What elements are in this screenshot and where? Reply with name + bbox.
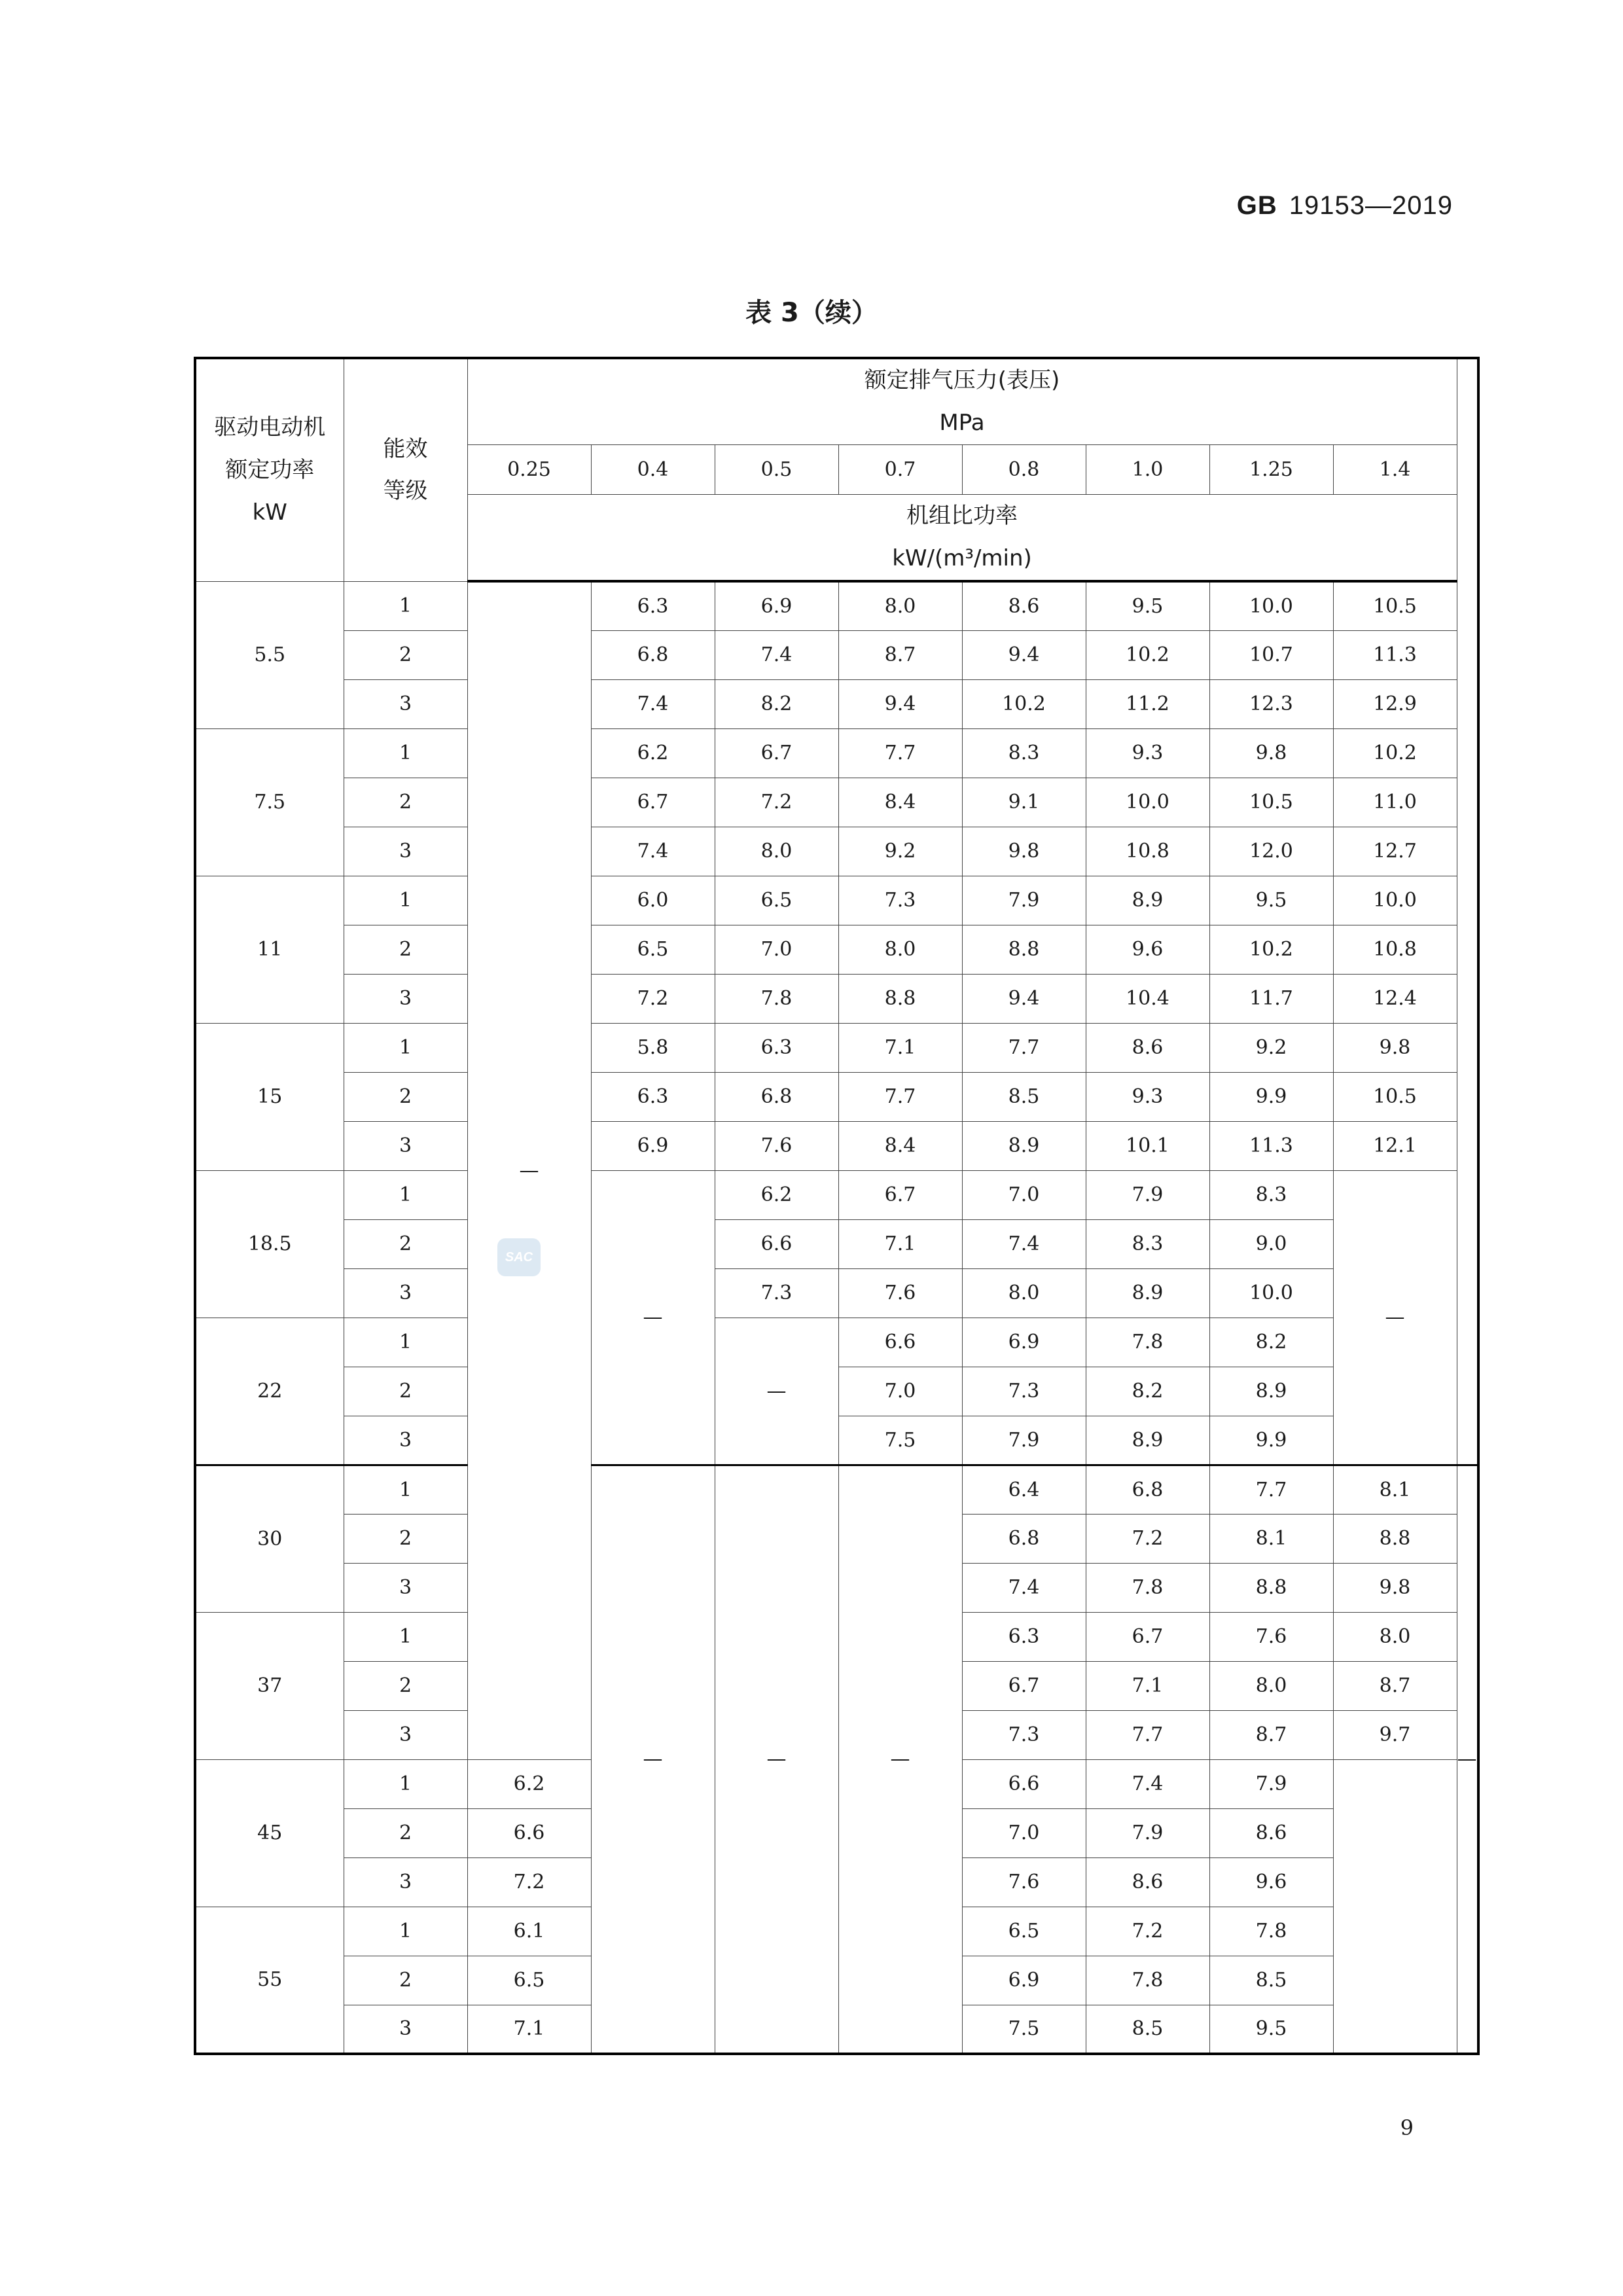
value-cell: 8.0: [962, 1268, 1086, 1318]
value-cell: 7.3: [962, 1710, 1086, 1759]
value-cell: 8.9: [1086, 876, 1209, 925]
value-cell: 8.0: [1209, 1661, 1333, 1710]
value-cell: 10.8: [1086, 827, 1209, 876]
grade-cell: 1: [344, 1465, 467, 1514]
value-cell: 10.1: [1086, 1121, 1209, 1170]
table-row: [195, 925, 1478, 974]
grade-cell: 3: [344, 1710, 467, 1759]
value-cell: 8.0: [838, 925, 962, 974]
value-cell: 7.0: [962, 1808, 1086, 1857]
value-cell: 6.8: [962, 1514, 1086, 1563]
value-cell: 10.0: [1209, 1268, 1333, 1318]
grade-cell: 1: [344, 1907, 467, 1956]
pressure-value: 0.25: [467, 444, 591, 494]
value-cell: 11.7: [1209, 974, 1333, 1023]
value-cell: 11.0: [1333, 778, 1457, 827]
value-cell: 7.5: [962, 2005, 1086, 2054]
value-cell: 9.3: [1086, 1072, 1209, 1121]
value-cell: 9.5: [1209, 2005, 1333, 2054]
value-cell: 8.5: [1086, 2005, 1209, 2054]
grade-cell: 1: [344, 1318, 467, 1367]
motor-power-cell: 15: [195, 1023, 344, 1170]
value-cell: 6.8: [591, 630, 715, 679]
grade-cell: 2: [344, 630, 467, 679]
value-cell: 8.2: [1209, 1318, 1333, 1367]
value-cell: 7.4: [715, 630, 838, 679]
value-cell: 8.8: [962, 925, 1086, 974]
value-cell: 6.2: [715, 1170, 838, 1219]
value-cell: 6.4: [962, 1465, 1086, 1514]
value-cell: 8.0: [838, 581, 962, 630]
value-cell: 9.2: [1209, 1023, 1333, 1072]
value-cell: 10.0: [1086, 778, 1209, 827]
grade-cell: 3: [344, 679, 467, 728]
efficiency-grade-header: 能效 等级: [344, 358, 467, 581]
value-cell: 7.4: [962, 1219, 1086, 1268]
value-cell: 7.3: [715, 1268, 838, 1318]
grade-cell: 2: [344, 925, 467, 974]
value-cell: 9.4: [962, 974, 1086, 1023]
value-cell: 7.8: [715, 974, 838, 1023]
value-cell: 8.5: [962, 1072, 1086, 1121]
value-cell: 7.4: [1086, 1759, 1209, 1808]
value-cell: 12.0: [1209, 827, 1333, 876]
value-cell: 6.3: [715, 1023, 838, 1072]
value-cell: 8.4: [838, 1121, 962, 1170]
table-row: [195, 581, 1478, 630]
standard-prefix: GB: [1236, 191, 1277, 220]
value-cell: 7.7: [838, 728, 962, 778]
value-cell: 7.4: [591, 827, 715, 876]
grade-cell: 2: [344, 1808, 467, 1857]
value-cell: 5.8: [591, 1023, 715, 1072]
value-cell: 8.6: [1086, 1023, 1209, 1072]
value-cell: 8.2: [1086, 1367, 1209, 1416]
empty-cell: —: [591, 1170, 715, 1465]
value-cell: 7.5: [838, 1416, 962, 1465]
value-cell: 6.9: [715, 581, 838, 630]
value-cell: 7.3: [962, 1367, 1086, 1416]
value-cell: 10.2: [962, 679, 1086, 728]
value-cell: 9.8: [962, 827, 1086, 876]
value-cell: 8.6: [962, 581, 1086, 630]
value-cell: 7.2: [1086, 1514, 1209, 1563]
value-cell: 12.7: [1333, 827, 1457, 876]
value-cell: 7.9: [1209, 1759, 1333, 1808]
value-cell: 8.8: [1209, 1563, 1333, 1612]
value-cell: 10.0: [1209, 581, 1333, 630]
value-cell: 7.4: [962, 1563, 1086, 1612]
value-cell: 6.6: [962, 1759, 1086, 1808]
table-row: [195, 1268, 1478, 1318]
empty-cell: —: [1457, 1465, 1478, 2054]
value-cell: 7.8: [1086, 1956, 1209, 2005]
table-row: [195, 1121, 1478, 1170]
pressure-value: 0.8: [962, 444, 1086, 494]
grade-cell: 2: [344, 1514, 467, 1563]
value-cell: 12.1: [1333, 1121, 1457, 1170]
value-cell: 7.6: [962, 1857, 1086, 1907]
pressure-value: 1.0: [1086, 444, 1209, 494]
grade-cell: 1: [344, 1170, 467, 1219]
pressure-value: 0.4: [591, 444, 715, 494]
value-cell: 8.0: [715, 827, 838, 876]
value-cell: 9.7: [1333, 1710, 1457, 1759]
value-cell: 6.6: [467, 1808, 591, 1857]
grade-cell: 3: [344, 1416, 467, 1465]
table-row: [195, 1465, 1478, 1514]
value-cell: 10.7: [1209, 630, 1333, 679]
value-cell: 6.3: [591, 581, 715, 630]
value-cell: 7.2: [591, 974, 715, 1023]
table-title: 表 3（续）: [745, 298, 878, 328]
value-cell: 6.8: [715, 1072, 838, 1121]
grade-cell: 3: [344, 2005, 467, 2054]
value-cell: 8.9: [1209, 1367, 1333, 1416]
motor-power-cell: 7.5: [195, 728, 344, 876]
value-cell: 7.4: [591, 679, 715, 728]
table-row: [195, 1318, 1478, 1367]
value-cell: 7.3: [838, 876, 962, 925]
value-cell: 7.6: [838, 1268, 962, 1318]
value-cell: 9.9: [1209, 1416, 1333, 1465]
value-cell: 10.8: [1333, 925, 1457, 974]
value-cell: 10.2: [1209, 925, 1333, 974]
empty-cell: —: [715, 1318, 838, 1465]
pressure-value: 0.5: [715, 444, 838, 494]
value-cell: 6.7: [715, 728, 838, 778]
value-cell: 6.3: [591, 1072, 715, 1121]
value-cell: 8.7: [1333, 1661, 1457, 1710]
table-row: [195, 1170, 1478, 1219]
value-cell: 8.6: [1209, 1808, 1333, 1857]
value-cell: 7.7: [1086, 1710, 1209, 1759]
grade-cell: 1: [344, 1023, 467, 1072]
table-body: [195, 581, 1478, 2054]
value-cell: 7.8: [1086, 1318, 1209, 1367]
value-cell: 8.9: [1086, 1268, 1209, 1318]
empty-cell: —: [715, 1465, 838, 2054]
value-cell: 8.3: [1209, 1170, 1333, 1219]
value-cell: 7.1: [838, 1023, 962, 1072]
value-cell: 6.5: [962, 1907, 1086, 1956]
value-cell: 10.5: [1333, 581, 1457, 630]
value-cell: 11.3: [1333, 630, 1457, 679]
table-row: [195, 679, 1478, 728]
motor-power-cell: 37: [195, 1612, 344, 1759]
grade-cell: 2: [344, 1661, 467, 1710]
motor-power-cell: 55: [195, 1907, 344, 2054]
value-cell: 7.8: [1209, 1907, 1333, 1956]
watermark-logo: SAC: [497, 1238, 541, 1276]
value-cell: 6.5: [467, 1956, 591, 2005]
grade-cell: 3: [344, 1268, 467, 1318]
value-cell: 6.6: [838, 1318, 962, 1367]
value-cell: 10.0: [1333, 876, 1457, 925]
empty-cell: —: [1333, 1170, 1457, 1465]
value-cell: 8.3: [1086, 1219, 1209, 1268]
value-cell: 7.9: [1086, 1170, 1209, 1219]
table-row: [195, 778, 1478, 827]
grade-cell: 1: [344, 876, 467, 925]
grade-cell: 2: [344, 1072, 467, 1121]
value-cell: 6.6: [715, 1219, 838, 1268]
value-cell: 8.3: [962, 728, 1086, 778]
value-cell: 9.4: [962, 630, 1086, 679]
value-cell: 7.7: [962, 1023, 1086, 1072]
motor-power-cell: 5.5: [195, 581, 344, 728]
value-cell: 7.2: [715, 778, 838, 827]
value-cell: 9.8: [1333, 1563, 1457, 1612]
value-cell: 11.3: [1209, 1121, 1333, 1170]
value-cell: 6.0: [591, 876, 715, 925]
page-number: 9: [1400, 2115, 1414, 2140]
standard-code: [1237, 191, 1453, 221]
value-cell: 10.2: [1333, 728, 1457, 778]
motor-power-cell: 22: [195, 1318, 344, 1465]
table-row: [195, 1072, 1478, 1121]
value-cell: 8.6: [1086, 1857, 1209, 1907]
value-cell: 9.5: [1086, 581, 1209, 630]
table-row: [195, 728, 1478, 778]
value-cell: 7.7: [1209, 1465, 1333, 1514]
value-cell: 6.9: [962, 1956, 1086, 2005]
value-cell: 8.8: [1333, 1514, 1457, 1563]
value-cell: 6.8: [1086, 1465, 1209, 1514]
value-cell: 7.6: [715, 1121, 838, 1170]
value-cell: 7.2: [467, 1857, 591, 1907]
grade-cell: 3: [344, 1121, 467, 1170]
value-cell: 6.9: [591, 1121, 715, 1170]
value-cell: 6.2: [467, 1759, 591, 1808]
value-cell: 6.3: [962, 1612, 1086, 1661]
value-cell: 9.2: [838, 827, 962, 876]
value-cell: 7.9: [962, 876, 1086, 925]
value-cell: 6.7: [962, 1661, 1086, 1710]
value-cell: 9.9: [1209, 1072, 1333, 1121]
motor-power-cell: 45: [195, 1759, 344, 1907]
grade-cell: 1: [344, 1612, 467, 1661]
value-cell: 6.5: [591, 925, 715, 974]
motor-power-cell: 18.5: [195, 1170, 344, 1318]
value-cell: 9.3: [1086, 728, 1209, 778]
value-cell: 7.8: [1086, 1563, 1209, 1612]
pressure-header: 额定排气压力(表压) MPa: [467, 358, 1457, 444]
value-cell: 12.9: [1333, 679, 1457, 728]
grade-cell: 3: [344, 1563, 467, 1612]
table-row: [195, 876, 1478, 925]
grade-cell: 2: [344, 1219, 467, 1268]
grade-cell: 1: [344, 1759, 467, 1808]
value-cell: 7.0: [838, 1367, 962, 1416]
table-row: [195, 630, 1478, 679]
value-cell: 8.1: [1209, 1514, 1333, 1563]
value-cell: 8.2: [715, 679, 838, 728]
value-cell: 6.7: [591, 778, 715, 827]
value-cell: 8.0: [1333, 1612, 1457, 1661]
value-cell: 6.7: [838, 1170, 962, 1219]
pressure-value: 1.4: [1333, 444, 1457, 494]
value-cell: 8.4: [838, 778, 962, 827]
value-cell: 10.5: [1209, 778, 1333, 827]
value-cell: 9.0: [1209, 1219, 1333, 1268]
grade-cell: 1: [344, 581, 467, 630]
table-row: [195, 974, 1478, 1023]
grade-cell: 3: [344, 974, 467, 1023]
value-cell: 10.4: [1086, 974, 1209, 1023]
value-cell: 9.8: [1333, 1023, 1457, 1072]
value-cell: 8.5: [1209, 1956, 1333, 2005]
value-cell: 7.9: [962, 1416, 1086, 1465]
value-cell: 10.5: [1333, 1072, 1457, 1121]
value-cell: 9.1: [962, 778, 1086, 827]
value-cell: 11.2: [1086, 679, 1209, 728]
value-cell: 8.9: [962, 1121, 1086, 1170]
value-cell: 7.1: [1086, 1661, 1209, 1710]
value-cell: 10.2: [1086, 630, 1209, 679]
value-cell: 6.5: [715, 876, 838, 925]
grade-cell: 3: [344, 1857, 467, 1907]
value-cell: 9.6: [1086, 925, 1209, 974]
motor-power-cell: 30: [195, 1465, 344, 1612]
value-cell: 12.4: [1333, 974, 1457, 1023]
empty-cell: —: [591, 1465, 715, 2054]
value-cell: 9.4: [838, 679, 962, 728]
value-cell: 9.8: [1209, 728, 1333, 778]
table-row: [195, 827, 1478, 876]
table-row: [195, 1219, 1478, 1268]
motor-power-header: 驱动电动机 额定功率 kW: [195, 358, 344, 581]
value-cell: 7.9: [1086, 1808, 1209, 1857]
motor-power-cell: 11: [195, 876, 344, 1023]
pressure-value: 1.25: [1209, 444, 1333, 494]
value-cell: 7.7: [838, 1072, 962, 1121]
value-cell: 8.8: [838, 974, 962, 1023]
grade-cell: 2: [344, 778, 467, 827]
value-cell: 7.1: [467, 2005, 591, 2054]
value-cell: 12.3: [1209, 679, 1333, 728]
value-cell: 8.7: [838, 630, 962, 679]
empty-cell: —: [838, 1465, 962, 2054]
specific-power-header: 机组比功率 kW/(m³/min): [467, 494, 1457, 581]
value-cell: 6.1: [467, 1907, 591, 1956]
value-cell: 7.0: [715, 925, 838, 974]
value-cell: 6.9: [962, 1318, 1086, 1367]
value-cell: 9.5: [1209, 876, 1333, 925]
table-row: [195, 1023, 1478, 1072]
value-cell: 7.2: [1086, 1907, 1209, 1956]
grade-cell: 2: [344, 1956, 467, 2005]
efficiency-table: [194, 357, 1480, 2055]
value-cell: 8.7: [1209, 1710, 1333, 1759]
value-cell: 7.6: [1209, 1612, 1333, 1661]
value-cell: 7.0: [962, 1170, 1086, 1219]
empty-cell: —: [467, 581, 591, 1759]
standard-number: 19153—2019: [1289, 191, 1453, 220]
value-cell: 7.1: [838, 1219, 962, 1268]
grade-cell: 2: [344, 1367, 467, 1416]
grade-cell: 1: [344, 728, 467, 778]
value-cell: 6.7: [1086, 1612, 1209, 1661]
value-cell: 6.2: [591, 728, 715, 778]
pressure-value: 0.7: [838, 444, 962, 494]
grade-cell: 3: [344, 827, 467, 876]
value-cell: 8.9: [1086, 1416, 1209, 1465]
value-cell: 9.6: [1209, 1857, 1333, 1907]
value-cell: 8.1: [1333, 1465, 1457, 1514]
